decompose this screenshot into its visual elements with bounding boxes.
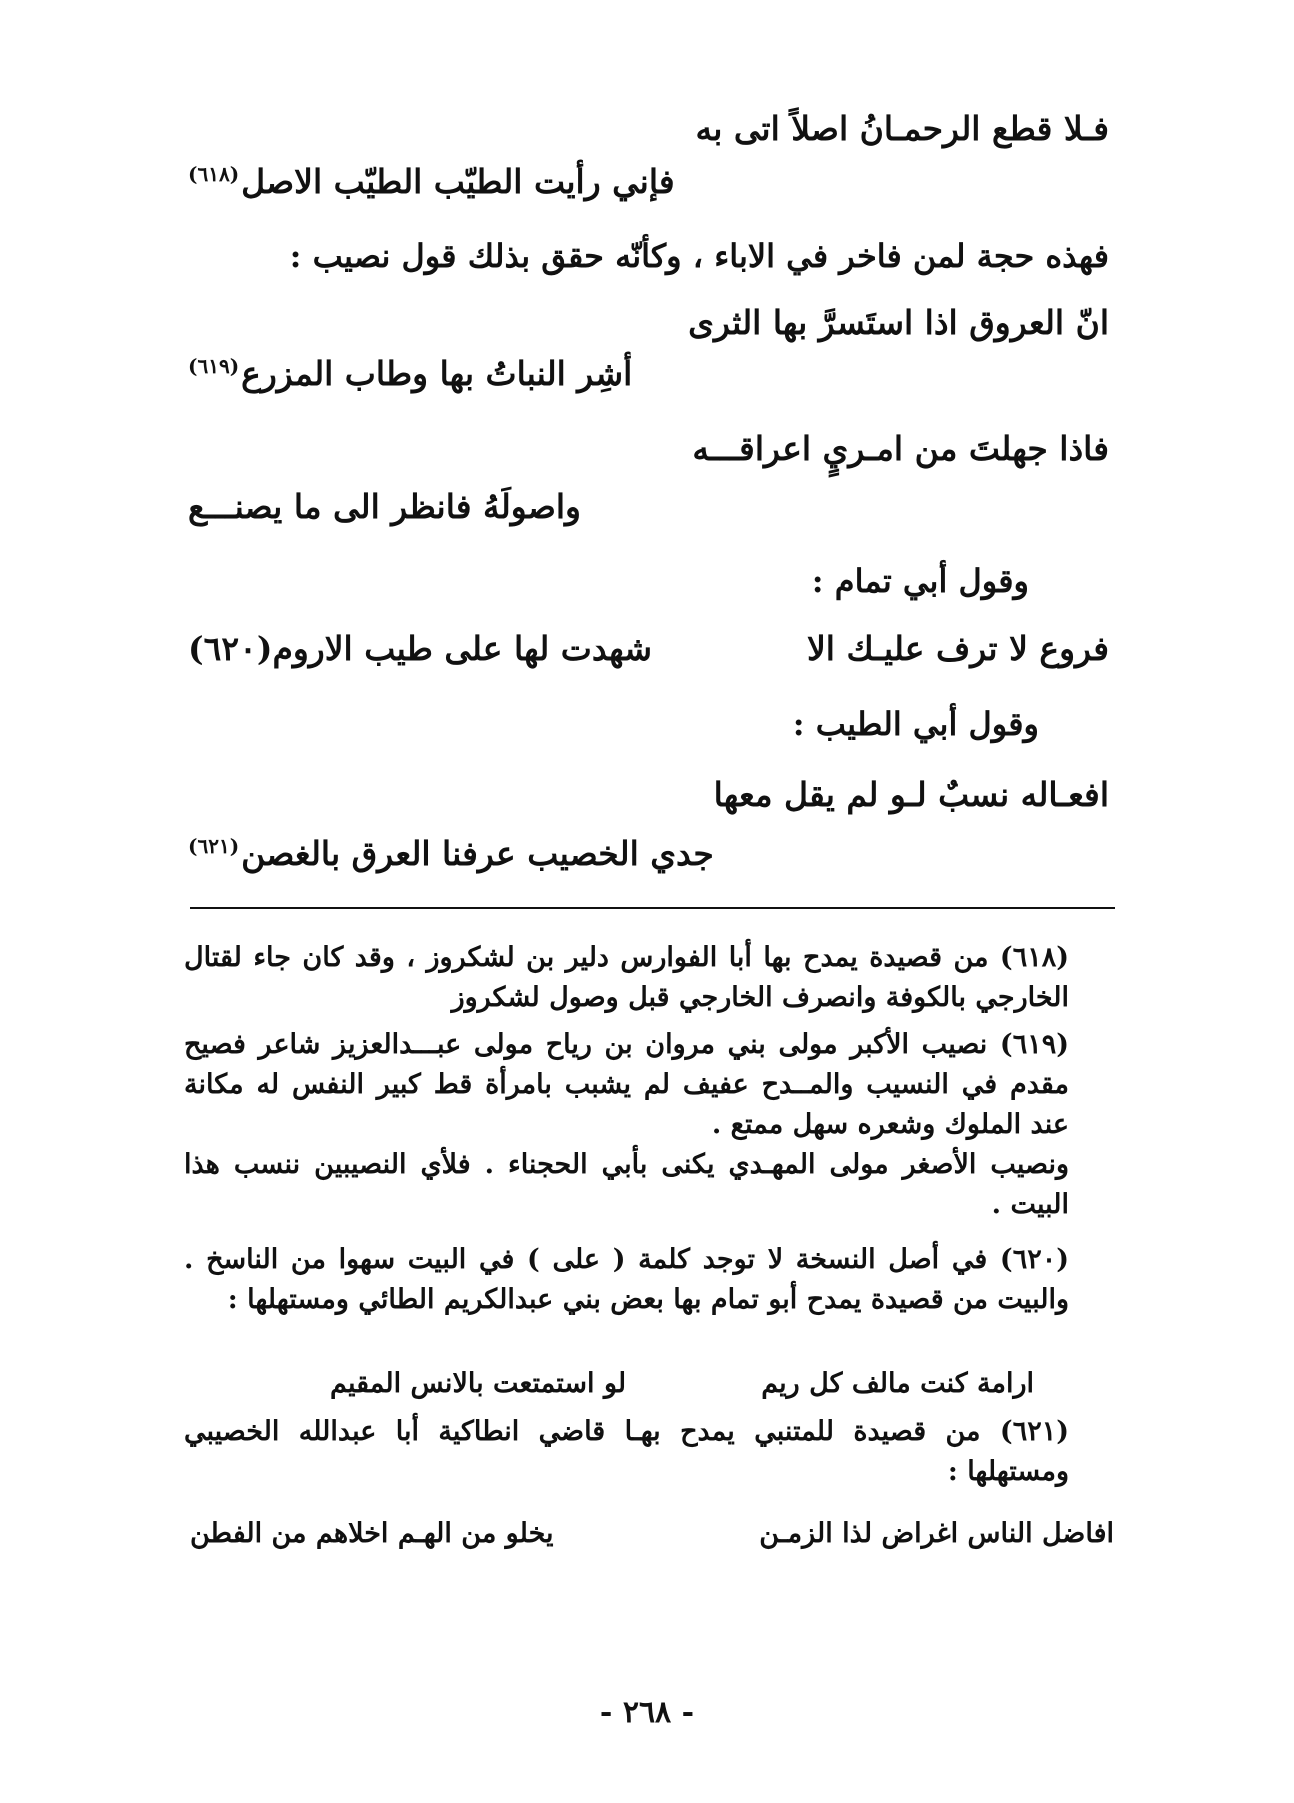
- poem1-line2-text: فإني رأيت الطيّب الطيّب الاصل: [241, 162, 675, 201]
- footnote-separator: [190, 907, 1115, 909]
- footnote-619-text: (٦١٩) نصيب الأكبر مولى بني مروان بن رياح مولى عبـــدالعزيز شاعر فصيح مقدم في النسيب والمــدح عفيف لم يشبب بامرأة قط كبير النفس له مكانة عند الملوك وشعره سهل ممتع .: [184, 1029, 1069, 1140]
- footnote-ref-618: (٦١٨): [188, 162, 240, 186]
- footnote-621-verse-right: افاضل الناس اغراض لذا الزمـن: [759, 1518, 1114, 1549]
- footnote-618-text: (٦١٨) من قصيدة يمدح بها أبا الفوارس دلير بن لشكروز ، وقد كان جاء لقتال الخارجي بالكوفة وانصرف الخارجي قبل وصول لشكروز: [184, 942, 1069, 1013]
- poem4-line2-text: جدي الخصيب عرفنا العرق بالغصن: [241, 834, 714, 873]
- intro-abu-tammam: [811, 562, 1029, 600]
- intro-nusaib: [289, 237, 1109, 275]
- poem2-line3: [692, 429, 1109, 468]
- footnote-ref-619: (٦١٩): [188, 354, 240, 378]
- poem3-hemistich-right: فروع لا ترف عليـك الا: [806, 629, 1109, 668]
- footnote-620-verse: [330, 1370, 1034, 1406]
- poem4-line1-text: افعـاله نسبٌ لـو لم يقل معها: [713, 775, 1109, 814]
- poem4-line2: [188, 834, 714, 873]
- poem2-line2: [188, 354, 633, 393]
- footnote-620: [184, 1240, 1114, 1320]
- footnote-621-text: (٦٢١) من قصيدة للمتنبي يمدح بهـا قاضي انطاكية أبا عبدالله الخصيبي ومستهلها :: [184, 1416, 1069, 1487]
- intro-nusaib-text: فهذه حجة لمن فاخر في الاباء ، وكأنّه حقق بذلك قول نصيب :: [289, 237, 1109, 275]
- poem3-hemistich-left-text: شهدت لها على طيب الاروم: [272, 629, 653, 668]
- footnote-620-text: (٦٢٠) في أصل النسخة لا توجد كلمة ( على ) في البيت سهوا من الناسخ . والبيت من قصيدة يمدح أبو تمام بها بعض بني عبدالكريم الطائي ومستهلها :: [184, 1244, 1069, 1315]
- poem1-line1-text: فـلا قطع الرحمـانُ اصلاً اتى به: [695, 109, 1109, 148]
- footnote-619-continuation: ونصيب الأصغر مولى المهـدي يكنى بأبي الحجناء . فلأي النصيبين ننسب هذا البيت .: [184, 1149, 1069, 1220]
- intro-abu-al-tayyib: [792, 705, 1039, 743]
- footnote-ref-621: (٦٢١): [188, 834, 240, 858]
- poem4-line1: [713, 775, 1109, 814]
- footnote-618: [184, 938, 1114, 1018]
- poem2-line4: [188, 487, 581, 526]
- poem3-line: [188, 629, 1109, 672]
- footnote-619: [184, 1025, 1114, 1225]
- poem2-line3-text: فاذا جهلتَ من امـريٍ اعراقـــه: [692, 429, 1109, 468]
- footnote-621-verse-left: يخلو من الهـم اخلاهم من الفطن: [190, 1518, 554, 1549]
- poem2-line1-text: انّ العروق اذا استَسرَّ بها الثرى: [688, 303, 1109, 342]
- footnote-ref-620: (٦٢٠): [188, 629, 273, 668]
- intro-abu-al-tayyib-text: وقول أبي الطيب :: [792, 705, 1039, 743]
- poem1-line1: [695, 109, 1109, 148]
- poem2-line2-text: أشِر النباتُ بها وطاب المزرع: [241, 354, 633, 393]
- footnote-620-verse-left: لو استمتعت بالانس المقيم: [330, 1368, 627, 1399]
- poem3-hemistich-left: [188, 629, 653, 668]
- intro-abu-tammam-text: وقول أبي تمام :: [811, 562, 1029, 600]
- poem1-line2: [188, 162, 675, 201]
- footnote-621: [184, 1412, 1114, 1492]
- footnote-620-verse-right: ارامة كنت مالف كل ريم: [761, 1368, 1034, 1399]
- page-number: - ٢٦٨ -: [599, 1695, 695, 1730]
- poem2-line1: [688, 303, 1109, 342]
- footnote-621-verse: [190, 1520, 1114, 1556]
- poem2-line4-text: واصولَهُ فانظر الى ما يصنـــع: [188, 487, 581, 526]
